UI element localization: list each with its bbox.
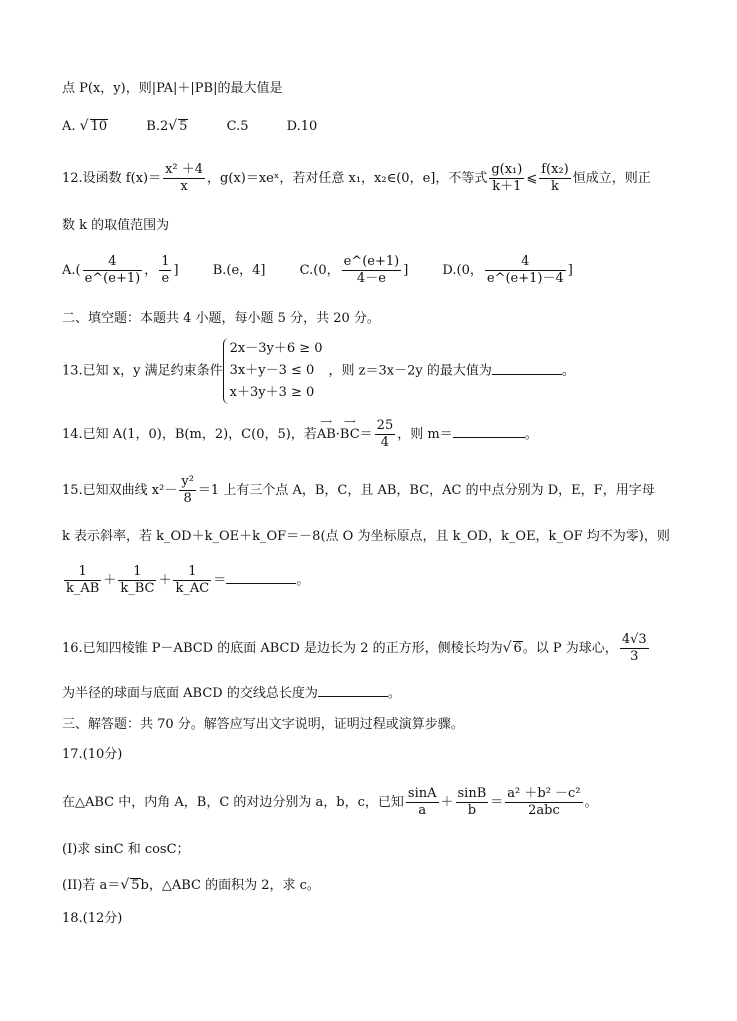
q17-heading: 17.(10分) [62,747,123,762]
q13-constraint-system: 2x－3y＋6 ≥ 0 3x＋y－3 ≤ 0 x＋3y＋3 ≥ 0 [223,338,323,404]
q13-answer-blank [492,362,562,375]
q14: 14.已知 A(1，0)，B(m，2)，C(0，5)，若 ⟶ AB· ⟶ BC＝ $\frac{25}{4}$ ，则 m＝ 。 [62,417,538,450]
q11-choice-a: A. √ 10 [62,118,108,134]
q13: 13.已知 x，y 满足约束条件 2x－3y＋6 ≥ 0 3x＋y－3 ≤ 0 x＋3y＋3 ≥ 0 ，则 z＝3x－2y 的最大值为 。 [62,338,575,404]
q17-part-ii: (II)若 a＝√ 5b，△ABC 的面积为 2，求 c。 [62,877,320,893]
vector-ab: ⟶ AB [316,417,336,442]
q12-frac-f2: $\frac{\text{f(x₂)}}{k}$ [541,162,569,194]
q12-choice-a: A.( $\frac{4}{e\^{}(e+1)}$ ， $\frac{1}{e}$ ] [62,254,179,286]
q16-line1: 16.已知四棱锥 P－ABCD 的底面 ABCD 是边长为 2 的正方形，侧棱长均为√ 6。以 P 为球心， $\frac{4√3}{3}$ [62,632,647,664]
q15-line3: $\frac{1}{k\_AB}$ ＋ $\frac{1}{k\_BC}$ ＋ $\frac{1}{k\_AC}$ ＝ 。 [66,564,310,596]
q12-choice-d: D.(0， $\frac{4}{e\^{}(e+1)-4}$ ] [442,254,573,286]
q12-frac-f: $\frac{\text{x² ＋4}}{x}$ [165,162,204,194]
q12-choices [62,254,573,287]
q15-answer-blank [226,571,296,584]
q14-answer-blank [453,425,525,438]
q17-part-i: (I)求 sinC 和 cosC； [62,842,190,857]
section-3-heading: 三、解答题：共 70 分。解答应写出文字说明，证明过程或演算步骤。 [62,717,464,732]
q11-choice-b: B.2√ 5 [146,118,188,134]
q11-tail: 点 P(x，y)，则|PA|＋|PB|的最大值是 [62,81,283,96]
q17-statement: 在△ABC 中，内角 A，B，C 的对边分别为 a，b，c，已知 $\frac{\sin A}{a}$ ＋ $\frac{\sin B}{b}$ ＝ $\frac{\text{a² ＋b² －c²}}{\text{2abc}}$ 。 [62,786,598,818]
q12-line1: 12.设函数 f(x)＝ $\frac{\text{x² ＋4}}{x}$ ，g(x)＝xeˣ，若对任意 x₁，x₂∈(0，e]，不等式 $\frac{\text{g(x₁)}}{k+1}$ ⩽ $\frac{\text{f(x₂)}}{k}$ 恒成立，则正 [62,162,651,194]
q11-choices [62,117,351,136]
q11-choice-c: C.5 [226,119,249,134]
q16-line2: 为半径的球面与底面 ABCD 的交线总长度为 。 [62,686,401,701]
q12-frac-g: $\frac{\text{g(x₁)}}{k+1}$ [491,162,523,194]
q16-answer-blank [318,684,388,697]
section-2-heading: 二、填空题：本题共 4 小题，每小题 5 分，共 20 分。 [62,311,380,326]
vector-bc: ⟶ BC [339,417,360,442]
q11-choice-d: D.10 [286,119,318,134]
q18-heading: 18.(12分) [62,911,123,926]
q12-choice-b: B.(e，4] [212,263,266,278]
q15-line1: 15.已知双曲线 x²－ $\frac{\text{y²}}{8}$ ＝1 上有三个点 A，B，C，且 AB，BC，AC 的中点分别为 D，E，F，用字母 [62,474,655,506]
q12-choice-c: C.(0， $\frac{e\^{}(e+1)}{4-e}$ ] [299,254,409,286]
q12-line2: 数 k 的取值范围为 [62,218,170,233]
q15-line2: k 表示斜率，若 k_OD＋k_OE＋k_OF＝－8(点 O 为坐标原点，且 k_OD，k_OE，k_OF 均不为零)，则 [62,529,670,544]
